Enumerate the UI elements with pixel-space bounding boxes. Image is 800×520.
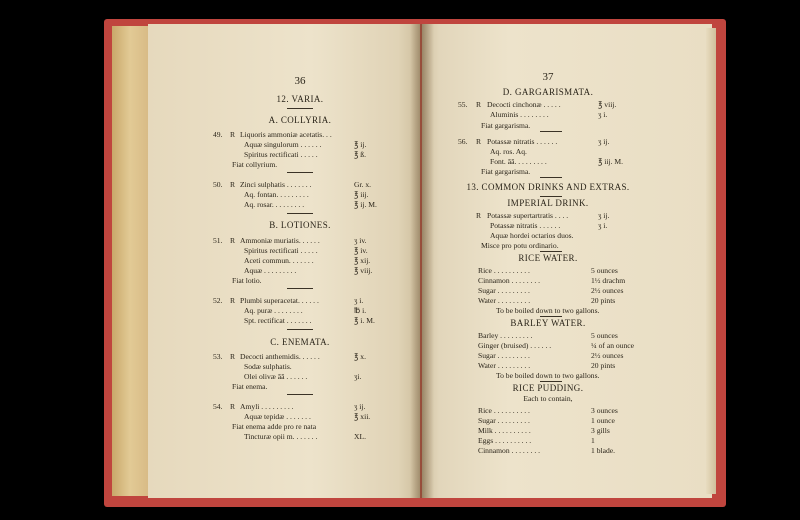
ingredient-line: Ammoniæ muriatis. . . . . . bbox=[240, 236, 320, 245]
ingredient-line: Sugar . . . . . . . . . bbox=[478, 286, 530, 295]
divider bbox=[287, 288, 313, 289]
recipe-number: 55. bbox=[458, 100, 468, 109]
ingredient-line: Font. āā. . . . . . . . . bbox=[490, 157, 547, 166]
divider bbox=[540, 177, 562, 178]
recipe-number: 52. bbox=[213, 296, 223, 305]
ingredient-line: Potassæ nitratis . . . . . . bbox=[490, 221, 561, 230]
instruction-line: Fiat gargarisma. bbox=[481, 121, 531, 130]
divider bbox=[287, 329, 313, 330]
heading-gargarismata: D. GARGARISMATA. bbox=[502, 87, 594, 97]
ingredient-line: Sugar . . . . . . . . . bbox=[478, 416, 530, 425]
ingredient-quantity: 2½ ounces bbox=[591, 286, 624, 295]
recipe-number: 49. bbox=[213, 130, 223, 139]
ingredient-line: Spiritus rectificati . . . . . bbox=[244, 150, 318, 159]
ingredient-line: Rice . . . . . . . . . . bbox=[478, 406, 530, 415]
ingredient-line: Aquæ singulorum . . . . . . bbox=[244, 140, 322, 149]
divider bbox=[540, 381, 562, 382]
ingredient-quantity: 3 ounces bbox=[591, 406, 618, 415]
heading-imperial-drink: IMPERIAL DRINK. bbox=[507, 198, 589, 208]
ingredient-line: Eggs . . . . . . . . . . bbox=[478, 436, 532, 445]
divider bbox=[287, 172, 313, 173]
ingredient-line: Spt. rectificat . . . . . . . bbox=[244, 316, 312, 325]
ingredient-line: Liquoris ammoniæ acetatis. . . bbox=[240, 130, 332, 139]
ingredient-line: Aluminis . . . . . . . . bbox=[490, 110, 549, 119]
rx-symbol: R bbox=[230, 352, 236, 361]
heading-rice-water: RICE WATER. bbox=[518, 253, 578, 263]
ingredient-quantity: ʒ i. bbox=[598, 110, 608, 119]
subheading: Each to contain, bbox=[523, 394, 573, 403]
ingredient-quantity: Gr. x. bbox=[354, 180, 372, 189]
ingredient-line: Milk . . . . . . . . . . bbox=[478, 426, 531, 435]
ingredient-line: Aq. ros. Aq. bbox=[490, 147, 527, 156]
ingredient-line: Potassæ nitratis . . . . . . bbox=[487, 137, 558, 146]
divider bbox=[540, 131, 562, 132]
ingredient-quantity: 20 pints bbox=[591, 361, 616, 370]
ingredient-quantity: 1 bbox=[591, 436, 595, 445]
instruction-line: Fiat enema adde pro re nata bbox=[232, 422, 317, 431]
rx-symbol: R bbox=[230, 296, 236, 305]
recipe-number: 53. bbox=[213, 352, 223, 361]
ingredient-line: Sugar . . . . . . . . . bbox=[478, 351, 530, 360]
ingredient-quantity: 3 gills bbox=[591, 426, 610, 435]
ingredient-line: Aceti commun. . . . . . . bbox=[244, 256, 314, 265]
ingredient-quantity: ℥ viij. bbox=[354, 266, 373, 275]
ingredient-line: Spiritus rectificati . . . . . bbox=[244, 246, 318, 255]
ingredient-line: Water . . . . . . . . . bbox=[478, 361, 531, 370]
ingredient-line: Barley . . . . . . . . . bbox=[478, 331, 533, 340]
ingredient-line: Tincturæ opii m. . . . . . . bbox=[244, 432, 318, 441]
ingredient-line: Zinci sulphatis . . . . . . . bbox=[240, 180, 312, 189]
ingredient-line: Cinnamon . . . . . . . . bbox=[478, 446, 541, 455]
ingredient-quantity: 20 pints bbox=[591, 296, 616, 305]
ingredient-line: Rice . . . . . . . . . . bbox=[478, 266, 530, 275]
ingredient-line: Water . . . . . . . . . bbox=[478, 296, 531, 305]
ingredient-line: Cinnamon . . . . . . . . bbox=[478, 276, 541, 285]
divider bbox=[287, 108, 313, 109]
section-title-varia: 12. VARIA. bbox=[276, 94, 324, 104]
page-number-left: 36 bbox=[294, 75, 306, 87]
rx-symbol: R bbox=[476, 137, 482, 146]
ingredient-quantity: ʒi. bbox=[354, 372, 362, 381]
ingredient-quantity: ℔ i. bbox=[354, 306, 367, 315]
rx-symbol: R bbox=[230, 180, 236, 189]
rx-symbol: R bbox=[230, 402, 236, 411]
heading-enemata: C. ENEMATA. bbox=[270, 337, 330, 347]
ingredient-line: Decocti cinchonæ . . . . . bbox=[487, 100, 561, 109]
ingredient-line: Ginger (bruised) . . . . . . bbox=[478, 341, 552, 350]
ingredient-quantity: 5 ounces bbox=[591, 331, 618, 340]
rx-symbol: R bbox=[230, 130, 236, 139]
ingredient-line: Aq. puræ . . . . . . . . bbox=[244, 306, 303, 315]
rx-symbol: R bbox=[476, 100, 482, 109]
ingredient-quantity: ℥ iv. bbox=[354, 246, 368, 255]
ingredient-quantity: ʒ iv. bbox=[354, 236, 367, 245]
ingredient-quantity: ʒ ij. bbox=[354, 402, 366, 411]
ingredient-quantity: ℥ x. bbox=[354, 352, 366, 361]
instruction-line: Fiat collyrium. bbox=[232, 160, 278, 169]
instruction-line: Fiat gargarisma. bbox=[481, 167, 531, 176]
ingredient-line: Aquæ . . . . . . . . . bbox=[244, 266, 297, 275]
ingredient-quantity: 1½ drachm bbox=[591, 276, 626, 285]
ingredient-line: Plumbi superacetat. . . . . . bbox=[240, 296, 319, 305]
right-page-edge bbox=[706, 28, 716, 494]
instruction-line: Fiat enema. bbox=[232, 382, 268, 391]
page-number-right: 37 bbox=[542, 71, 554, 83]
instruction-line: To be boiled down to two gallons. bbox=[496, 306, 600, 315]
divider bbox=[540, 196, 562, 197]
ingredient-line: Olei olivæ āā . . . . . . bbox=[244, 372, 308, 381]
ingredient-quantity: XL. bbox=[354, 432, 367, 441]
book-gutter bbox=[410, 24, 434, 498]
ingredient-quantity: ʒ ij. bbox=[598, 211, 610, 220]
ingredient-line: Potassæ supertartratis . . . . bbox=[487, 211, 569, 220]
recipe-number: 54. bbox=[213, 402, 223, 411]
page-block-edge bbox=[112, 26, 152, 496]
divider bbox=[540, 316, 562, 317]
section-title-common-drinks: 13. COMMON DRINKS AND EXTRAS. bbox=[466, 182, 630, 192]
ingredient-line: Aquæ tepidæ . . . . . . . bbox=[244, 412, 311, 421]
ingredient-quantity: ℥ ij. M. bbox=[354, 200, 377, 209]
ingredient-quantity: ℥ ij. bbox=[354, 140, 367, 149]
ingredient-quantity: ℥ xii. bbox=[354, 412, 371, 421]
ingredient-quantity: ℥ i. M. bbox=[354, 316, 375, 325]
ingredient-quantity: ℥ xij. bbox=[354, 256, 371, 265]
instruction-line: Misce pro potu ordinario. bbox=[481, 241, 559, 250]
ingredient-line: Sodæ sulphatis. bbox=[244, 362, 292, 371]
rx-symbol: R bbox=[230, 236, 236, 245]
recipe-number: 56. bbox=[458, 137, 468, 146]
ingredient-quantity: ℥ viij. bbox=[598, 100, 617, 109]
ingredient-quantity: ʒ i. bbox=[354, 296, 364, 305]
ingredient-quantity: 2½ ounces bbox=[591, 351, 624, 360]
heading-lotiones: B. LOTIONES. bbox=[269, 220, 331, 230]
ingredient-quantity: ℥ iij. bbox=[354, 190, 369, 199]
ingredient-line: Decocti anthemidis. . . . . . bbox=[240, 352, 320, 361]
divider bbox=[540, 251, 562, 252]
heading-rice-pudding: RICE PUDDING. bbox=[512, 383, 584, 393]
ingredient-line: Amyli . . . . . . . . . bbox=[240, 402, 294, 411]
rx-symbol: R bbox=[476, 211, 482, 220]
heading-barley-water: BARLEY WATER. bbox=[510, 318, 586, 328]
recipe-number: 51. bbox=[213, 236, 223, 245]
ingredient-quantity: ℥ iij. M. bbox=[598, 157, 624, 166]
instruction-line: Aquæ hordei octarios duos. bbox=[490, 231, 574, 240]
ingredient-quantity: ʒ ij. bbox=[598, 137, 610, 146]
ingredient-quantity: 1 ounce bbox=[591, 416, 615, 425]
ingredient-quantity: ʒ i. bbox=[598, 221, 608, 230]
ingredient-line: Aq. fontan. . . . . . . . . bbox=[244, 190, 309, 199]
divider bbox=[287, 213, 313, 214]
heading-collyria: A. COLLYRIA. bbox=[268, 115, 332, 125]
ingredient-quantity: ℥ ß. bbox=[354, 150, 366, 159]
ingredient-line: Aq. rosar. . . . . . . . . bbox=[244, 200, 305, 209]
instruction-line: To be boiled down to two gallons. bbox=[496, 371, 600, 380]
ingredient-quantity: 5 ounces bbox=[591, 266, 618, 275]
instruction-line: Fiat lotio. bbox=[232, 276, 262, 285]
recipe-number: 50. bbox=[213, 180, 223, 189]
divider bbox=[287, 394, 313, 395]
ingredient-quantity: 1 blade. bbox=[591, 446, 616, 455]
ingredient-quantity: ¼ of an ounce bbox=[591, 341, 635, 350]
